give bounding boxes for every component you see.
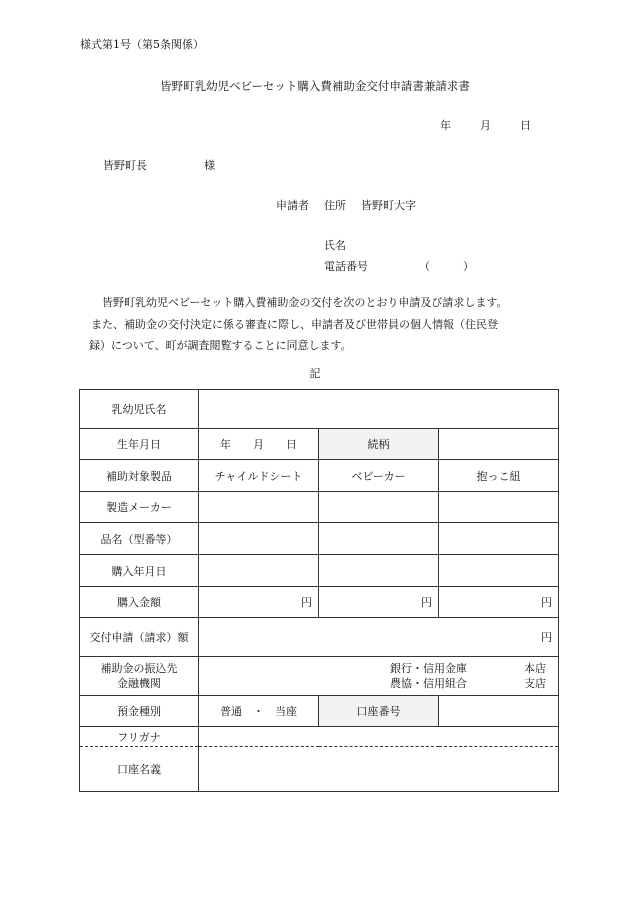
address-label: 住所 xyxy=(324,199,346,212)
ki-heading: 記 xyxy=(309,367,321,380)
applicant-address xyxy=(276,197,416,213)
model-field-1[interactable] xyxy=(199,523,319,555)
model-label: 品名（型番等） xyxy=(80,523,199,555)
deposit-type-label: 預金種別 xyxy=(80,696,199,727)
purchase-amount-label: 購入金額 xyxy=(80,587,199,618)
purchase-amount-field-2[interactable]: 円 xyxy=(319,587,439,618)
table-row xyxy=(80,390,559,429)
birth-date-field[interactable]: 年 月 日 xyxy=(199,429,319,460)
table-row xyxy=(80,587,559,618)
bank-label-line-2: 金融機関 xyxy=(117,677,161,690)
body-paragraph-2-line-2: 録）について、町が調査閲覧することに同意します。 xyxy=(89,339,352,352)
table-row xyxy=(80,555,559,587)
table-row xyxy=(80,429,559,460)
phone-label: 電話番号 xyxy=(324,260,368,273)
maker-field-2[interactable] xyxy=(319,492,439,523)
bank-label-line-1: 補助金の振込先 xyxy=(100,662,178,675)
relationship-field[interactable] xyxy=(439,429,559,460)
address-value: 皆野町大字 xyxy=(361,199,416,212)
body-paragraph-1: 皆野町乳幼児ベビーセット購入費補助金の交付を次のとおり申請及び請求します。 xyxy=(102,296,508,309)
account-number-label: 口座番号 xyxy=(319,696,439,727)
table-row xyxy=(80,523,559,555)
relationship-label: 続柄 xyxy=(319,429,439,460)
account-holder-label: 口座名義 xyxy=(80,747,199,792)
product-baby-carrier: 抱っこ紐 xyxy=(439,460,559,492)
infant-name-field[interactable] xyxy=(199,390,559,429)
purchase-amount-field-1[interactable]: 円 xyxy=(199,587,319,618)
name-label: 氏名 xyxy=(324,239,346,252)
table-row xyxy=(80,727,559,747)
purchase-date-field-3[interactable] xyxy=(439,555,559,587)
year-label: 年 xyxy=(440,119,451,132)
branch-main: 本店 xyxy=(524,662,546,675)
deposit-type-field[interactable]: 普通 ・ 当座 xyxy=(199,696,319,727)
bank-label xyxy=(80,657,199,696)
table-row xyxy=(80,618,559,657)
infant-name-label: 乳幼児氏名 xyxy=(80,390,199,429)
form-title: 皆野町乳幼児ベビーセット購入費補助金交付申請書兼請求書 xyxy=(160,79,470,93)
body-paragraph-2-line-1: また、補助金の交付決定に係る審査に際し、申請者及び世帯員の個人情報（住民登 xyxy=(91,318,498,331)
furigana-label: フリガナ xyxy=(80,727,199,747)
birth-date-label: 生年月日 xyxy=(80,429,199,460)
account-holder-field[interactable] xyxy=(199,747,559,792)
account-number-field[interactable] xyxy=(439,696,559,727)
request-amount-field[interactable]: 円 xyxy=(199,618,559,657)
addressee-name: 皆野町長 xyxy=(103,159,147,172)
model-field-2[interactable] xyxy=(319,523,439,555)
product-child-seat: チャイルドシート xyxy=(199,460,319,492)
bank-type-line-1: 銀行・信用金庫 xyxy=(390,662,467,675)
applicant-label: 申請者 xyxy=(276,199,309,212)
phone-line xyxy=(324,258,474,274)
table-row xyxy=(80,460,559,492)
branch-sub: 支店 xyxy=(524,677,546,690)
month-label: 月 xyxy=(480,119,491,132)
table-row xyxy=(80,747,559,792)
table-row xyxy=(80,492,559,523)
day-label: 日 xyxy=(520,119,531,132)
purchase-amount-field-3[interactable]: 円 xyxy=(439,587,559,618)
form-number: 様式第1号（第5条関係） xyxy=(80,38,204,51)
purchase-date-field-1[interactable] xyxy=(199,555,319,587)
model-field-3[interactable] xyxy=(439,523,559,555)
maker-field-1[interactable] xyxy=(199,492,319,523)
date-line xyxy=(440,117,531,133)
purchase-date-field-2[interactable] xyxy=(319,555,439,587)
maker-label: 製造メーカー xyxy=(80,492,199,523)
addressee xyxy=(103,157,215,173)
product-label: 補助対象製品 xyxy=(80,460,199,492)
product-stroller: ベビーカー xyxy=(319,460,439,492)
addressee-honorific: 様 xyxy=(204,159,215,172)
maker-field-3[interactable] xyxy=(439,492,559,523)
bank-type-line-2: 農協・信用組合 xyxy=(390,677,467,690)
phone-paren: （ ） xyxy=(419,260,474,273)
bank-field[interactable] xyxy=(199,657,559,696)
furigana-field[interactable] xyxy=(199,727,559,747)
application-table xyxy=(79,389,559,792)
table-row xyxy=(80,657,559,696)
table-row xyxy=(80,696,559,727)
purchase-date-label: 購入年月日 xyxy=(80,555,199,587)
request-amount-label: 交付申請（請求）額 xyxy=(80,618,199,657)
